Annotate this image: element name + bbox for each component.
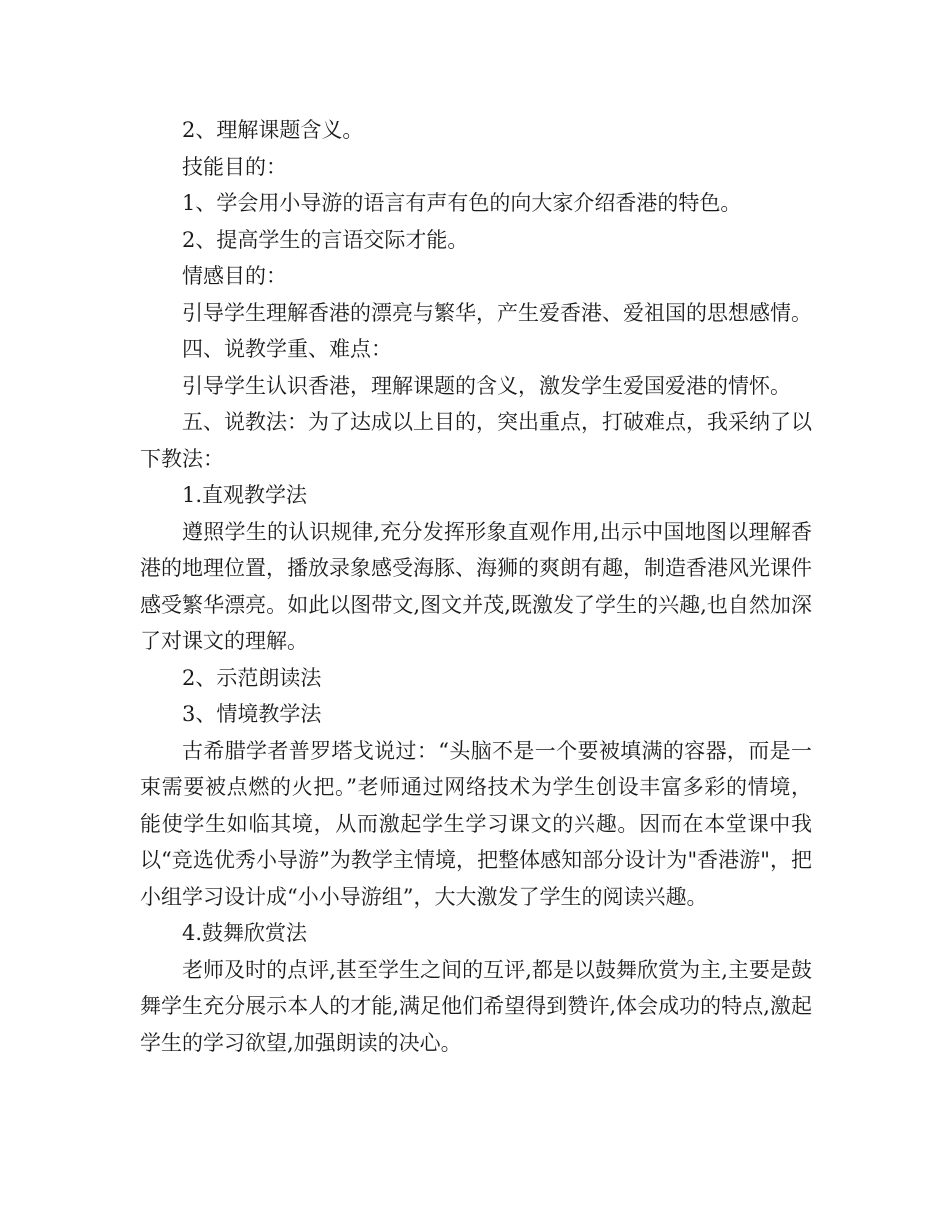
paragraph: 1.直观教学法 xyxy=(182,483,308,507)
paragraph: 情感目的： xyxy=(182,264,287,288)
paragraph: 4.鼓舞欣赏法 xyxy=(182,921,308,945)
paragraph: 1、学会用小导游的语言有声有色的向大家介绍香港的特色。 xyxy=(182,191,742,215)
paragraph: 2、提高学生的言语交际才能。 xyxy=(182,227,469,252)
paragraph: 引导学生认识香港，理解课题的含义，激发学生爱国爱港的情怀。 xyxy=(182,373,791,398)
paragraph: 技能目的： xyxy=(182,154,287,179)
document-body xyxy=(140,112,812,1061)
paragraph: 3、情境教学法 xyxy=(182,702,322,726)
paragraph: 2、示范朗读法 xyxy=(182,665,322,690)
paragraph: 引导学生理解香港的漂亮与繁华，产生爱香港、爱祖国的思想感情。 xyxy=(182,300,812,325)
paragraph: 遵照学生的认识规律,充分发挥形象直观作用,出示中国地图以理解香港的地理位置，播放录象感受海豚、海狮的爽朗有趣，制造香港风光课件感受繁华漂亮。如此以图带文,图文并茂,既激发了学生的兴趣,也自然加深了对课文的理解。 xyxy=(140,519,812,653)
paragraph: 古希腊学者普罗塔戈说过：“头脑不是一个要被填满的容器，而是一束需要被点燃的火把。”老师通过网络技术为学生创设丰富多彩的情境，能使学生如临其境，从而激起学生学习课文的兴趣。因而在本堂课中我以“竞选优秀小导游”为教学主情境，把整体感知部分设计为"香港游"，把小组学习设计成“小小导游组”，大大激发了学生的阅读兴趣。 xyxy=(140,738,812,909)
paragraph: 2、理解课题含义。 xyxy=(182,118,364,142)
paragraph: 老师及时的点评,甚至学生之间的互评,都是以鼓舞欣赏为主,主要是鼓舞学生充分展示本人的才能,满足他们希望得到赞许,体会成功的特点,激起学生的学习欲望,加强朗读的决心。 xyxy=(140,957,812,1055)
paragraph: 四、说教学重、难点： xyxy=(182,337,392,361)
paragraph: 五、说教法：为了达成以上目的，突出重点，打破难点，我采纳了以下教法： xyxy=(140,410,812,471)
